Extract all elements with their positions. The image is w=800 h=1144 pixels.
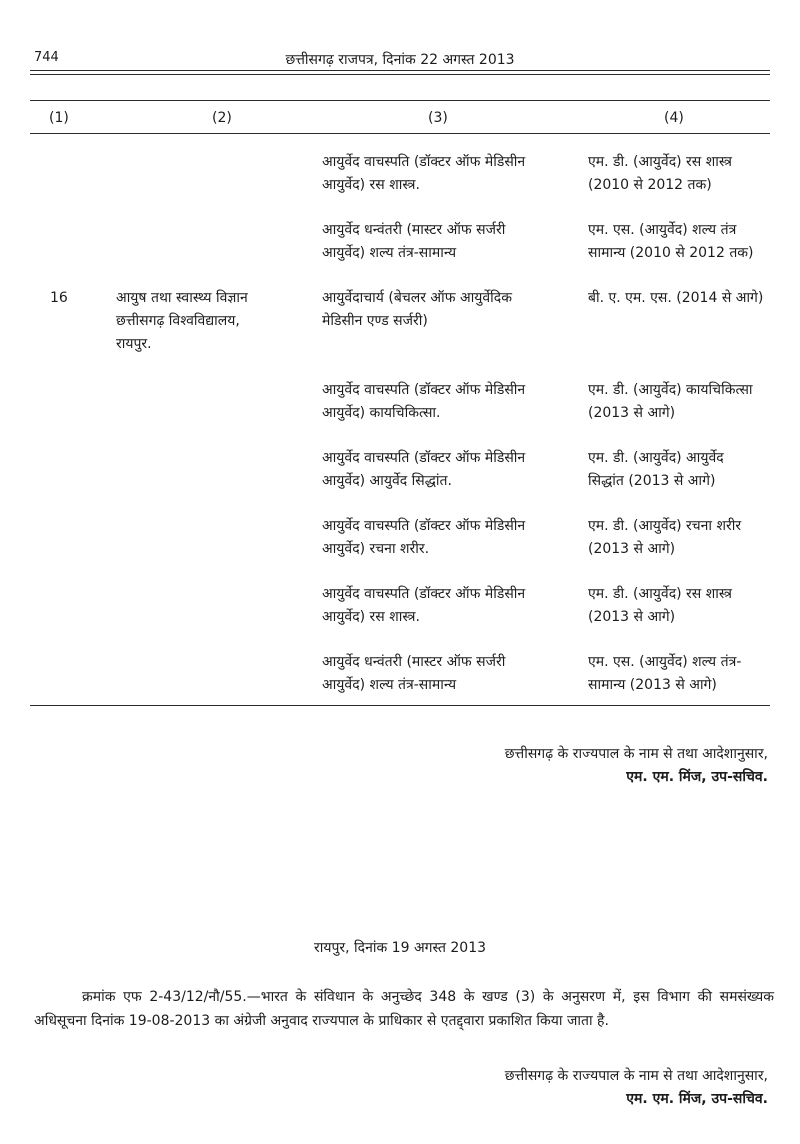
- notice-dateline: रायपुर, दिनांक 19 अगस्त 2013: [313, 940, 487, 956]
- course-line: आयुर्वेद) आयुर्वेद सिद्धांत.: [322, 473, 452, 489]
- gazette-header: छत्तीसगढ़ राजपत्र, दिनांक 22 अगस्त 2013: [285, 52, 515, 68]
- degree-line: एम. डी. (आयुर्वेद) रस शास्त्र: [588, 586, 733, 602]
- signature-block: [505, 1065, 768, 1111]
- university-line: आयुष तथा स्वास्थ्य विज्ञान: [116, 290, 248, 306]
- course-line: आयुर्वेद) कायचिकित्सा.: [322, 405, 441, 421]
- page-number: 744: [34, 50, 59, 65]
- column-number-3: (3): [428, 110, 448, 126]
- table-rule-top: [30, 100, 770, 101]
- signature-authority-line: छत्तीसगढ़ के राज्यपाल के नाम से तथा आदेशानुसार,: [504, 746, 768, 762]
- degree-line: सिद्धांत (2013 से आगे): [588, 473, 716, 489]
- university-line: रायपुर.: [116, 336, 152, 352]
- signature-block: [505, 743, 768, 789]
- degree-line: एम. एस. (आयुर्वेद) शल्य तंत्र: [588, 222, 737, 238]
- degree-line: बी. ए. एम. एस. (2014 से आगे): [588, 290, 764, 306]
- course-line: आयुर्वेदाचार्य (बेचलर ऑफ आयुर्वेदिक: [322, 290, 512, 306]
- course-line: आयुर्वेद वाचस्पति (डॉक्टर ऑफ मेडिसीन: [322, 382, 526, 398]
- degree-line: सामान्य (2013 से आगे): [588, 677, 717, 693]
- degree-line: (2013 से आगे): [588, 541, 676, 557]
- degree-line: एम. एस. (आयुर्वेद) शल्य तंत्र-: [588, 654, 742, 670]
- degree-line: एम. डी. (आयुर्वेद) रस शास्त्र: [588, 154, 733, 170]
- signatory-name: एम. एम. मिंज, उप-सचिव.: [626, 1091, 768, 1107]
- serial-number: 16: [50, 290, 68, 306]
- course-line: आयुर्वेद) शल्य तंत्र-सामान्य: [322, 677, 457, 693]
- course-line: आयुर्वेद धन्वंतरी (मास्टर ऑफ सर्जरी: [322, 222, 506, 238]
- table-rule-bottom: [30, 705, 770, 706]
- course-line: आयुर्वेद धन्वंतरी (मास्टर ऑफ सर्जरी: [322, 654, 506, 670]
- course-line: आयुर्वेद वाचस्पति (डॉक्टर ऑफ मेडिसीन: [322, 518, 526, 534]
- table-rule-header: [30, 133, 770, 134]
- degree-line: (2013 से आगे): [588, 609, 676, 625]
- signatory-name: एम. एम. मिंज, उप-सचिव.: [626, 769, 768, 785]
- column-number-1: (1): [49, 110, 69, 126]
- degree-line: (2010 से 2012 तक): [588, 177, 712, 193]
- degree-line: एम. डी. (आयुर्वेद) आयुर्वेद: [588, 450, 724, 466]
- column-number-2: (2): [212, 110, 232, 126]
- degree-line: (2013 से आगे): [588, 405, 676, 421]
- university-line: छत्तीसगढ़ विश्वविद्यालय,: [116, 313, 240, 329]
- course-line: आयुर्वेद) रस शास्त्र.: [322, 609, 420, 625]
- header-rule-top: [30, 70, 770, 71]
- course-line: आयुर्वेद) रस शास्त्र.: [322, 177, 420, 193]
- notice-paragraph: क्रमांक एफ 2-43/12/नौ/55.—भारत के संविधान के अनुच्छेद 348 के खण्ड (3) के अनुसरण में, इस विभाग की समसंख्यक अधिसूचना दिनांक 19-08-2013 का अंग्रेजी अनुवाद राज्यपाल के प्राधिकार से एतद्द्वारा प्रकाशित किया जाता है.: [34, 989, 774, 1029]
- course-line: आयुर्वेद वाचस्पति (डॉक्टर ऑफ मेडिसीन: [322, 154, 526, 170]
- degree-line: एम. डी. (आयुर्वेद) कायचिकित्सा: [588, 382, 753, 398]
- signature-authority-line: छत्तीसगढ़ के राज्यपाल के नाम से तथा आदेशानुसार,: [504, 1068, 768, 1084]
- degree-line: एम. डी. (आयुर्वेद) रचना शरीर: [588, 518, 742, 534]
- course-line: आयुर्वेद वाचस्पति (डॉक्टर ऑफ मेडिसीन: [322, 586, 526, 602]
- degree-line: सामान्य (2010 से 2012 तक): [588, 245, 754, 261]
- course-line: आयुर्वेद वाचस्पति (डॉक्टर ऑफ मेडिसीन: [322, 450, 526, 466]
- course-line: मेडिसीन एण्ड सर्जरी): [322, 313, 428, 329]
- course-line: आयुर्वेद) शल्य तंत्र-सामान्य: [322, 245, 457, 261]
- course-line: आयुर्वेद) रचना शरीर.: [322, 541, 430, 557]
- column-number-4: (4): [664, 110, 684, 126]
- header-rule-bottom: [30, 74, 770, 75]
